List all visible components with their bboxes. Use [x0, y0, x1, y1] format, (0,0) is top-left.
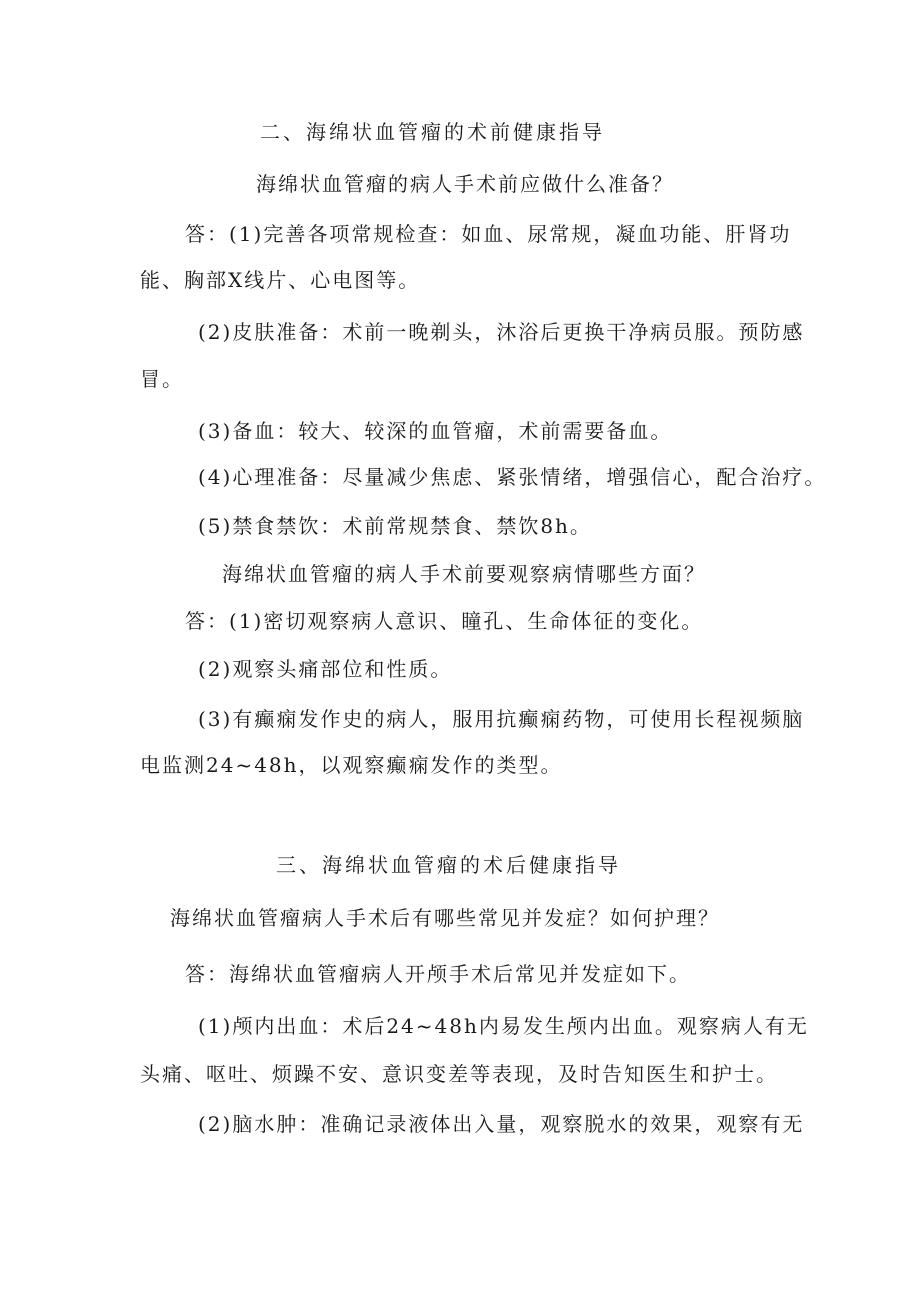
answer-line: (2)皮肤准备：术前一晚剃头，沐浴后更换干净病员服。预防感 — [198, 320, 805, 344]
answer-line: (3)有癫痫发作史的病人，服用抗癫痫药物，可使用长程视频脑 — [198, 707, 805, 731]
answer-line: 答：(1)完善各项常规检查：如血、尿常规，凝血功能、肝肾功 — [185, 222, 792, 246]
answer-line: (3)备血：较大、较深的血管瘤，术前需要备血。 — [198, 419, 673, 443]
answer-line: 能、胸部X线片、心电图等。 — [140, 268, 421, 292]
question-preop-observation: 海绵状血管瘤的病人手术前要观察病情哪些方面？ — [222, 562, 706, 586]
answer-line: (2)脑水肿：准确记录液体出入量，观察脱水的效果，观察有无 — [198, 1112, 805, 1136]
answer-line: (4)心理准备：尽量减少焦虑、紧张情绪，增强信心，配合治疗。 — [198, 465, 827, 489]
answer-line: 冒。 — [140, 367, 184, 391]
answer-line: 电监测24~48h，以观察癫痫发作的类型。 — [140, 753, 563, 777]
answer-line: 头痛、呕吐、烦躁不安、意识变差等表现，及时告知医生和护士。 — [140, 1062, 778, 1086]
answer-line: (2)观察头痛部位和性质。 — [198, 657, 453, 681]
section-2-heading: 二、海绵状血管瘤的术前健康指导 — [260, 120, 605, 144]
answer-line: 答：海绵状血管瘤病人开颅手术后常见并发症如下。 — [185, 962, 691, 986]
section-3-heading: 三、海绵状血管瘤的术后健康指导 — [276, 853, 621, 877]
answer-line: 答：(1)密切观察病人意识、瞳孔、生命体征的变化。 — [185, 609, 704, 633]
question-preop-preparation: 海绵状血管瘤的病人手术前应做什么准备？ — [256, 172, 674, 196]
question-postop-complications: 海绵状血管瘤病人手术后有哪些常见并发症？如何护理？ — [170, 906, 720, 930]
answer-line: (1)颅内出血：术后24~48h内易发生颅内出血。观察病人有无 — [198, 1014, 809, 1038]
answer-line: (5)禁食禁饮：术前常规禁食、禁饮8h。 — [198, 514, 592, 538]
